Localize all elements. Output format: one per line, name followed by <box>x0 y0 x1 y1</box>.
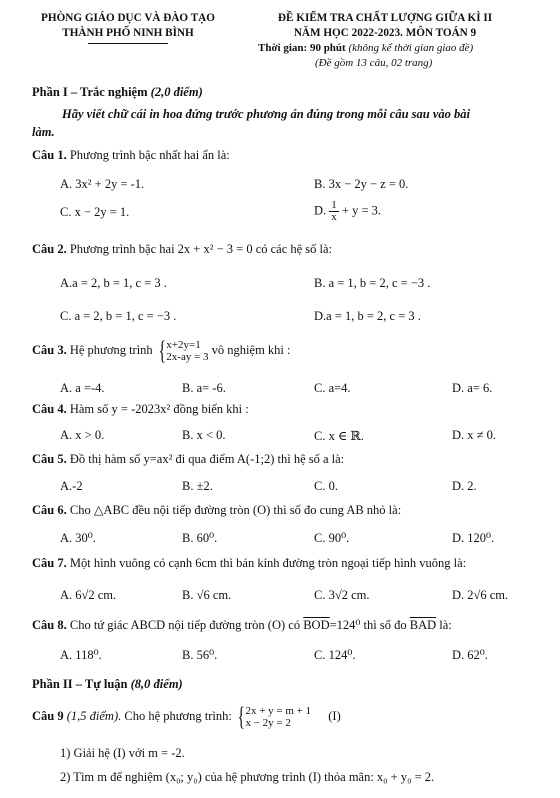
q4-option-d: D. x ≠ 0. <box>452 428 497 442</box>
exam-year-subject: NĂM HỌC 2022-2023. MÔN TOÁN 9 <box>293 27 477 39</box>
part1-instruction-line1: Hãy viết chữ cái in hoa đứng trước phương án đúng trong mỗi câu sau vào bài <box>62 107 471 121</box>
header-divider <box>88 43 168 44</box>
q7-option-a: A. 6√2 cm. <box>60 588 117 602</box>
q7-option-d: D. 2√6 cm. <box>452 588 509 602</box>
department-name: PHÒNG GIÁO DỤC VÀ ĐÀO TẠO <box>41 12 215 24</box>
q9-item-1: 1) Giải hệ (I) với m = -2. <box>60 746 185 760</box>
q8-option-a: A. 118⁰. <box>60 648 102 662</box>
q7-option-c: C. 3√2 cm. <box>314 588 370 602</box>
question-8: Câu 8. Cho tứ giác ABCD nội tiếp đường tròn (O) có $\overline{BOD}=124^0$ thì số đo $\overline{BAD}$ là: <box>32 618 452 632</box>
q1-option-a: A. 3x² + 2y = -1. <box>60 177 145 191</box>
part2-heading: Phần II – Tự luận (8,0 điểm) <box>32 677 183 691</box>
q9-equation-system: 2x + y = m + 1 x − 2y = 2 <box>245 705 312 729</box>
city-name: THÀNH PHỐ NINH BÌNH <box>62 27 194 39</box>
arc-bad: $\overline{BAD}$ <box>409 618 437 632</box>
part1-heading: Phần I – Trắc nghiệm (2,0 điểm) <box>32 85 203 99</box>
question-9: Câu 9 (1,5 điểm). Cho hệ phương trình: { 2x + y = m + 1 x − 2y = 2 (I) <box>32 702 341 731</box>
exam-title: ĐỀ KIỂM TRA CHẤT LƯỢNG GIỮA KÌ II <box>277 12 493 24</box>
q1-option-d: D. $\frac{1}{x}$ + y = 3. <box>314 199 382 223</box>
q8-option-c: C. 124⁰. <box>314 648 356 662</box>
q6-option-b: B. 60⁰. <box>182 531 218 545</box>
arc-bod: $\overline{BOD}$ <box>303 618 330 632</box>
question-4: Câu 4. Hàm số y = -2023x² đồng biến khi : <box>32 402 249 416</box>
q1-option-b: B. 3x − 2y − z = 0. <box>314 177 409 191</box>
q2-option-d: D.a = 1, b = 2, c = 3 . <box>314 309 421 323</box>
brace-icon: { <box>237 702 245 731</box>
q2-option-b: B. a = 1, b = 2, c = −3 . <box>314 276 431 290</box>
question-7: Câu 7. Một hình vuông có cạnh 6cm thì bán kính đường tròn ngoại tiếp hình vuông là: <box>32 556 467 570</box>
exam-time: Thời gian: 90 phút (không kể thời gian giao đề) <box>258 42 474 54</box>
question-1: Câu 1. Phương trình bậc nhất hai ẩn là: <box>32 148 230 162</box>
q6-option-d: D. 120⁰. <box>452 531 495 545</box>
q4-option-a: A. x > 0. <box>60 428 105 442</box>
q5-option-d: D. 2. <box>452 479 477 493</box>
question-3: Câu 3. Hệ phương trình { x+2y=1 2x-ay = 3 vô nghiệm khi : <box>32 336 291 365</box>
system-tag: (I) <box>328 708 341 723</box>
part1-instruction-line2: làm. <box>32 125 55 139</box>
question-2: Câu 2. Phương trình bậc hai 2x + x² − 3 = 0 có các hệ số là: <box>32 242 333 256</box>
q3-option-c: C. a=4. <box>314 381 351 395</box>
q6-option-a: A. 30⁰. <box>60 531 96 545</box>
q4-option-b: B. x < 0. <box>182 428 226 442</box>
q5-option-b: B. ±2. <box>182 479 213 493</box>
q3-option-d: D. a= 6. <box>452 381 493 395</box>
q3-option-b: B. a= -6. <box>182 381 226 395</box>
q5-option-c: C. 0. <box>314 479 338 493</box>
q1-option-c: C. x − 2y = 1. <box>60 205 130 219</box>
brace-icon: { <box>158 336 166 365</box>
q6-option-c: C. 90⁰. <box>314 531 350 545</box>
question-6: Câu 6. Cho △ABC đều nội tiếp đường tròn (O) thì số đo cung AB nhỏ là: <box>32 503 402 517</box>
equation-system: x+2y=1 2x-ay = 3 <box>166 339 209 363</box>
q4-option-c: C. x ∈ ℝ. <box>314 429 364 443</box>
q3-option-a: A. a =-4. <box>60 381 105 395</box>
pages-note: (Đề gồm 13 câu, 02 trang) <box>315 57 433 69</box>
q7-option-b: B. √6 cm. <box>182 588 232 602</box>
q5-option-a: A.-2 <box>60 479 83 493</box>
q9-item-2: 2) Tìm m để nghiệm (x₀; y₀) của hệ phương trình (I) thỏa mãn: x₀ + y₀ = 2. <box>60 770 435 784</box>
question-5: Câu 5. Đồ thị hàm số y=ax² đi qua điểm A(-1;2) thì hệ số a là: <box>32 452 345 466</box>
q8-option-b: B. 56⁰. <box>182 648 218 662</box>
fraction: $\frac{1}{x}$ <box>331 199 337 223</box>
q2-option-c: C. a = 2, b = 1, c = −3 . <box>60 309 177 323</box>
q8-option-d: D. 62⁰. <box>452 648 488 662</box>
q2-option-a: A.a = 2, b = 1, c = 3 . <box>60 276 167 290</box>
